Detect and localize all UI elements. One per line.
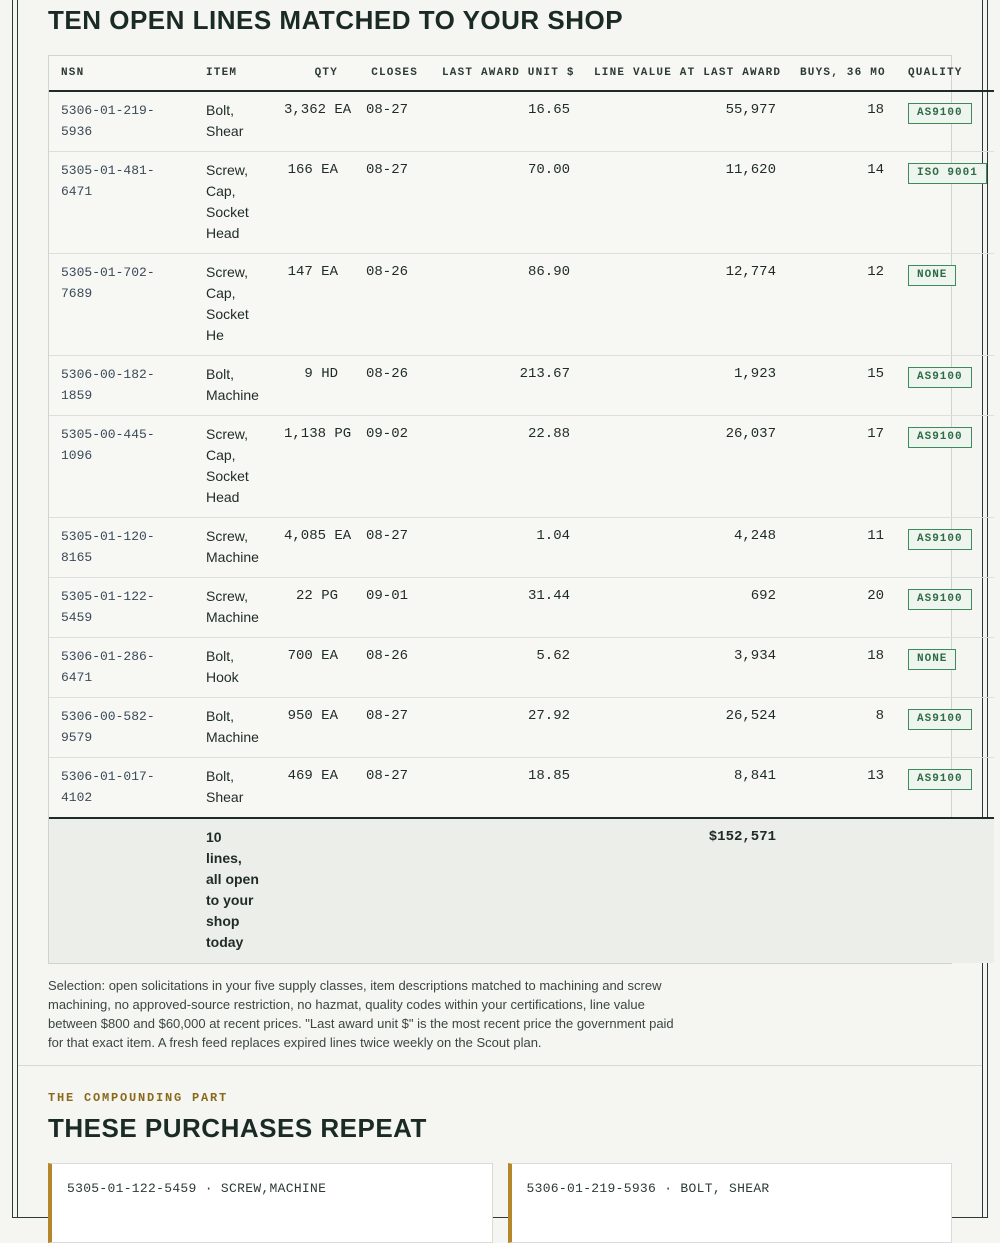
closes-cell: 08-27 bbox=[350, 518, 430, 578]
table-row bbox=[49, 698, 994, 758]
table-row bbox=[49, 254, 994, 356]
unit-price-cell: 27.92 bbox=[430, 698, 582, 758]
quality-cell bbox=[896, 152, 994, 254]
nsn-cell: 5306-00-182-1859 bbox=[49, 356, 194, 416]
quality-badge: AS9100 bbox=[908, 529, 972, 550]
quality-badge: NONE bbox=[908, 649, 956, 670]
unit-price-cell: 86.90 bbox=[430, 254, 582, 356]
quality-cell bbox=[896, 91, 994, 152]
qty-cell: 1,138 PG bbox=[272, 416, 350, 518]
item-cell: Bolt, Shear bbox=[194, 758, 272, 819]
item-cell: Bolt, Shear bbox=[194, 91, 272, 152]
line-value-cell: 1,923 bbox=[582, 356, 788, 416]
table-row bbox=[49, 416, 994, 518]
repeat-card-title: 5305-01-122-5459 · SCREW,MACHINE bbox=[67, 1181, 327, 1196]
quality-cell bbox=[896, 578, 994, 638]
buys-cell: 14 bbox=[788, 152, 896, 254]
nsn-cell: 5305-01-481-6471 bbox=[49, 152, 194, 254]
table-row bbox=[49, 758, 994, 819]
closes-cell: 09-01 bbox=[350, 578, 430, 638]
nsn-cell: 5305-01-122-5459 bbox=[49, 578, 194, 638]
qty-cell: 3,362 EA bbox=[272, 91, 350, 152]
quality-badge: AS9100 bbox=[908, 367, 972, 388]
closes-cell: 09-02 bbox=[350, 416, 430, 518]
section-heading: TEN OPEN LINES MATCHED TO YOUR SHOP bbox=[48, 5, 624, 35]
item-cell: Bolt, Machine bbox=[194, 356, 272, 416]
quality-cell bbox=[896, 698, 994, 758]
unit-price-cell: 18.85 bbox=[430, 758, 582, 819]
closes-cell: 08-27 bbox=[350, 91, 430, 152]
unit-price-cell: 22.88 bbox=[430, 416, 582, 518]
quality-badge: AS9100 bbox=[908, 709, 972, 730]
table-row bbox=[49, 91, 994, 152]
closes-cell: 08-27 bbox=[350, 698, 430, 758]
col-header-qty: QTY bbox=[272, 56, 350, 91]
total-empty-cell bbox=[896, 818, 994, 963]
qty-cell: 166 EA bbox=[272, 152, 350, 254]
qty-cell: 469 EA bbox=[272, 758, 350, 819]
section-heading-repeat: THESE PURCHASES REPEAT bbox=[48, 1113, 427, 1143]
total-empty-cell bbox=[430, 818, 582, 963]
section-divider bbox=[18, 1065, 982, 1066]
total-value: $152,571 bbox=[582, 818, 788, 963]
quality-cell bbox=[896, 416, 994, 518]
qty-cell: 700 EA bbox=[272, 638, 350, 698]
line-value-cell: 3,934 bbox=[582, 638, 788, 698]
open-lines-section bbox=[48, 0, 978, 1052]
closes-cell: 08-26 bbox=[350, 254, 430, 356]
quality-badge: AS9100 bbox=[908, 589, 972, 610]
nsn-cell: 5305-01-120-8165 bbox=[49, 518, 194, 578]
quality-cell bbox=[896, 638, 994, 698]
qty-cell: 9 HD bbox=[272, 356, 350, 416]
unit-price-cell: 31.44 bbox=[430, 578, 582, 638]
section-eyebrow: THE COMPOUNDING PART bbox=[48, 1091, 229, 1105]
col-header-last-award: LAST AWARD UNIT $ bbox=[430, 56, 582, 91]
repeat-card bbox=[48, 1163, 493, 1243]
item-cell: Screw, Machine bbox=[194, 578, 272, 638]
repeat-card bbox=[508, 1163, 953, 1243]
open-lines-table-container[interactable] bbox=[48, 55, 978, 964]
buys-cell: 17 bbox=[788, 416, 896, 518]
nsn-cell: 5306-00-582-9579 bbox=[49, 698, 194, 758]
buys-cell: 18 bbox=[788, 638, 896, 698]
quality-cell bbox=[896, 254, 994, 356]
qty-cell: 22 PG bbox=[272, 578, 350, 638]
table-header-row bbox=[49, 56, 994, 91]
total-label: 10 lines, all open to your shop today bbox=[194, 818, 272, 963]
col-header-buys: BUYS, 36 MO bbox=[788, 56, 896, 91]
nsn-cell: 5306-01-286-6471 bbox=[49, 638, 194, 698]
buys-cell: 8 bbox=[788, 698, 896, 758]
buys-cell: 15 bbox=[788, 356, 896, 416]
col-header-item: ITEM bbox=[194, 56, 272, 91]
col-header-closes: CLOSES bbox=[350, 56, 430, 91]
closes-cell: 08-27 bbox=[350, 758, 430, 819]
repeat-purchases-section bbox=[48, 1090, 952, 1243]
item-cell: Bolt, Hook bbox=[194, 638, 272, 698]
line-value-cell: 26,037 bbox=[582, 416, 788, 518]
item-cell: Bolt, Machine bbox=[194, 698, 272, 758]
item-cell: Screw, Machine bbox=[194, 518, 272, 578]
item-cell: Screw, Cap, Socket He bbox=[194, 254, 272, 356]
unit-price-cell: 5.62 bbox=[430, 638, 582, 698]
col-header-quality: QUALITY bbox=[896, 56, 994, 91]
quality-badge: AS9100 bbox=[908, 769, 972, 790]
unit-price-cell: 70.00 bbox=[430, 152, 582, 254]
nsn-cell: 5306-01-017-4102 bbox=[49, 758, 194, 819]
table-row bbox=[49, 518, 994, 578]
open-lines-table bbox=[49, 56, 994, 963]
total-empty-cell bbox=[272, 818, 350, 963]
table-total-row bbox=[49, 818, 994, 963]
line-value-cell: 12,774 bbox=[582, 254, 788, 356]
table-row bbox=[49, 638, 994, 698]
repeat-card-title: 5306-01-219-5936 · BOLT, SHEAR bbox=[526, 1181, 770, 1196]
col-header-line-value: LINE VALUE AT LAST AWARD bbox=[582, 56, 788, 91]
item-cell: Screw, Cap, Socket Head bbox=[194, 416, 272, 518]
col-header-nsn: NSN bbox=[49, 56, 194, 91]
line-value-cell: 26,524 bbox=[582, 698, 788, 758]
nsn-cell: 5305-01-702-7689 bbox=[49, 254, 194, 356]
item-cell: Screw, Cap, Socket Head bbox=[194, 152, 272, 254]
line-value-cell: 8,841 bbox=[582, 758, 788, 819]
total-empty-cell bbox=[350, 818, 430, 963]
closes-cell: 08-27 bbox=[350, 152, 430, 254]
unit-price-cell: 16.65 bbox=[430, 91, 582, 152]
line-value-cell: 692 bbox=[582, 578, 788, 638]
line-value-cell: 55,977 bbox=[582, 91, 788, 152]
table-row bbox=[49, 356, 994, 416]
closes-cell: 08-26 bbox=[350, 356, 430, 416]
nsn-cell: 5305-00-445-1096 bbox=[49, 416, 194, 518]
total-empty-cell bbox=[788, 818, 896, 963]
qty-cell: 4,085 EA bbox=[272, 518, 350, 578]
unit-price-cell: 213.67 bbox=[430, 356, 582, 416]
quality-badge: AS9100 bbox=[908, 427, 972, 448]
buys-cell: 13 bbox=[788, 758, 896, 819]
qty-cell: 950 EA bbox=[272, 698, 350, 758]
quality-badge: NONE bbox=[908, 265, 956, 286]
unit-price-cell: 1.04 bbox=[430, 518, 582, 578]
nsn-cell: 5306-01-219-5936 bbox=[49, 91, 194, 152]
line-value-cell: 4,248 bbox=[582, 518, 788, 578]
buys-cell: 12 bbox=[788, 254, 896, 356]
line-value-cell: 11,620 bbox=[582, 152, 788, 254]
buys-cell: 20 bbox=[788, 578, 896, 638]
selection-footnote: Selection: open solicitations in your five supply classes, item descriptions matched to machining and screw machining, no approved-source restriction, no hazmat, quality codes within your certifications, line value between $800 and $60,000 at recent prices. "Last award unit $" is the most recent price the government paid for that exact item. A fresh feed replaces expired lines twice weekly on the Scout plan. bbox=[48, 978, 674, 1050]
table-row bbox=[49, 578, 994, 638]
quality-cell bbox=[896, 758, 994, 819]
closes-cell: 08-26 bbox=[350, 638, 430, 698]
quality-badge: ISO 9001 bbox=[908, 163, 987, 184]
buys-cell: 18 bbox=[788, 91, 896, 152]
qty-cell: 147 EA bbox=[272, 254, 350, 356]
total-empty-cell bbox=[49, 818, 194, 963]
buys-cell: 11 bbox=[788, 518, 896, 578]
quality-cell bbox=[896, 518, 994, 578]
quality-cell bbox=[896, 356, 994, 416]
repeat-cards bbox=[48, 1163, 952, 1243]
table-row bbox=[49, 152, 994, 254]
quality-badge: AS9100 bbox=[908, 103, 972, 124]
